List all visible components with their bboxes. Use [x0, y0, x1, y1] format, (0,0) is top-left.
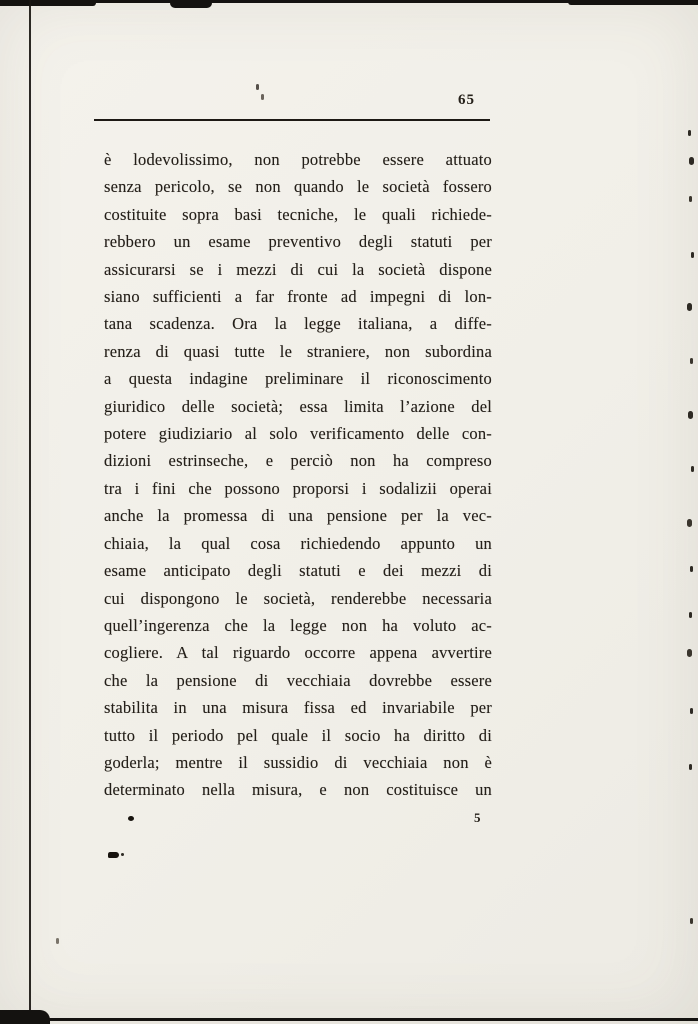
page-text — [104, 146, 492, 804]
text-line: anche la promessa di una pensione per la vec- — [104, 506, 492, 526]
text-line: renza di quasi tutte le straniere, non subordina — [104, 341, 492, 361]
text-line: rebbero un esame preventivo degli statuti per — [104, 232, 492, 252]
text-line: giuridico delle società; essa limita l’azione del — [104, 396, 492, 416]
scan-specks — [0, 0, 3, 6]
text-line: dizioni estrinseche, e perciò non ha compreso — [104, 451, 492, 471]
scan-edge-top-blob — [170, 0, 212, 8]
text-line: cui dispongono le società, renderebbe necessaria — [104, 588, 492, 608]
text-line: stabilita in una misura fissa ed invariabile per — [104, 698, 492, 718]
text-line: assicurarsi se i mezzi di cui la società dispone — [104, 259, 492, 279]
text-line: senza pericolo, se non quando le società fossero — [104, 177, 492, 197]
ink-dot — [128, 816, 134, 821]
scan-edge-top-blob — [568, 0, 698, 5]
scan-edge-bottom-corner — [0, 1010, 50, 1024]
signature-mark: 5 — [474, 810, 481, 825]
text-line: è lodevolissimo, non potrebbe essere attuato — [104, 150, 492, 169]
text-line: tutto il periodo pel quale il socio ha diritto di — [104, 725, 492, 745]
text-line: quell’ingerenza che la legge non ha voluto ac- — [104, 615, 492, 635]
text-line: tana scadenza. Ora la legge italiana, a diffe- — [104, 314, 492, 334]
scan-edge-bottom — [28, 1018, 698, 1021]
text-line: che la pensione di vecchiaia dovrebbe essere — [104, 670, 492, 690]
text-line: potere giudiziario al solo verificamento delle con- — [104, 424, 492, 444]
text-line: chiaia, la qual cosa richiedendo appunto un — [104, 533, 492, 553]
ink-smudge — [108, 852, 119, 858]
text-line: cogliere. A tal riguardo occorre appena avvertire — [104, 643, 492, 663]
text-line: esame anticipato degli statuti e dei mezzi di — [104, 561, 492, 581]
header-rule — [94, 119, 490, 121]
text-line: siano sufficienti a far fronte ad impegni di lon- — [104, 287, 492, 307]
page-number: 65 — [458, 92, 475, 108]
text-line: goderla; mentre il sussidio di vecchiaia non è — [104, 752, 492, 772]
text-line: costituite sopra basi tecniche, le quali richiede- — [104, 204, 492, 224]
text-line: determinato nella misura, e non costituisce un — [104, 780, 492, 800]
text-line: tra i fini che possono proporsi i sodalizii operai — [104, 478, 492, 498]
scan-edge-top-blob — [0, 0, 96, 6]
scan-edge-left — [29, 0, 31, 1024]
text-line: a questa indagine preliminare il riconoscimento — [104, 369, 492, 389]
